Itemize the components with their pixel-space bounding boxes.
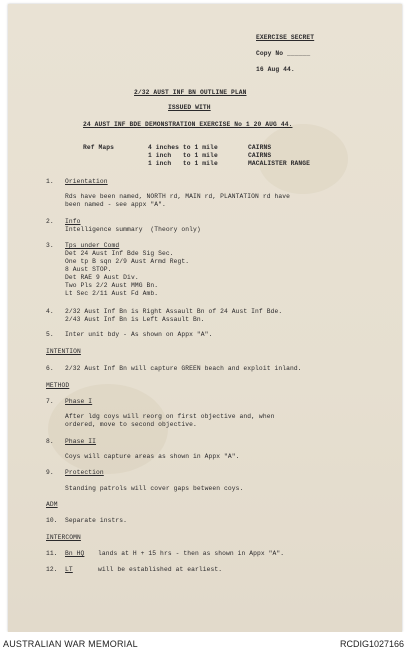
- info-text: Intelligence summary (Theory only): [65, 226, 201, 233]
- para-number: 4.: [46, 308, 54, 315]
- para-number: 10.: [46, 517, 58, 524]
- archive-footer: [0, 632, 408, 654]
- ref-map-name: CAIRNS: [248, 144, 272, 151]
- orientation-text: been named - see appx "A".: [65, 201, 166, 208]
- method-heading: METHOD: [46, 382, 70, 389]
- orientation-text: Rds have been named, NORTH rd, MAIN rd, PLANTATION rd have: [65, 193, 290, 200]
- ref-map-name: MACALISTER RANGE: [248, 160, 311, 167]
- info-heading: Info: [65, 218, 81, 225]
- tps-item: One tp B sqn 2/9 Aust Armd Regt.: [65, 258, 190, 265]
- tps-item: Lt Sec 2/11 Aust Fd Amb.: [65, 290, 159, 297]
- para-number: 3.: [46, 242, 54, 249]
- paper-stain: [258, 124, 348, 194]
- para-number: 5.: [46, 331, 54, 338]
- para-number: 6.: [46, 365, 54, 372]
- document-subtitle: ISSUED WITH: [168, 104, 211, 111]
- ref-map-name: CAIRNS: [248, 152, 272, 159]
- phase-two-heading: Phase II: [65, 438, 97, 445]
- para-text: will be established at earliest.: [98, 566, 223, 573]
- para-text: 2/32 Aust Inf Bn is Right Assault Bn of 24 Aust Inf Bde.: [65, 308, 283, 315]
- bn-hq-heading: Bn HQ: [65, 550, 85, 557]
- para-text: lands at H + 15 hrs - then as shown in Appx "A".: [98, 550, 285, 557]
- tps-item: 8 Aust STOP.: [65, 266, 112, 273]
- copy-number: Copy No ______: [256, 50, 311, 57]
- para-text: 2/32 Aust Inf Bn will capture GREEN beach and exploit inland.: [65, 365, 302, 372]
- tps-item: Det 24 Aust Inf Bde Sig Sec.: [65, 250, 174, 257]
- phase-one-heading: Phase I: [65, 398, 93, 405]
- para-number: 9.: [46, 469, 54, 476]
- ref-map-scale: 1 inch to 1 mile: [148, 152, 218, 159]
- archive-name: AUSTRALIAN WAR MEMORIAL: [3, 639, 138, 649]
- classification-marking: EXERCISE SECRET: [256, 34, 315, 41]
- exercise-title: 24 AUST INF BDE DEMONSTRATION EXERCISE No 1 20 AUG 44.: [83, 121, 293, 128]
- orientation-heading: Orientation: [65, 178, 108, 185]
- issue-date: 16 Aug 44.: [256, 66, 295, 73]
- document-title: 2/32 AUST INF BN OUTLINE PLAN: [134, 89, 247, 96]
- para-text: After ldg coys will reorg on first objective and, when: [65, 413, 275, 420]
- tps-item: Two Pls 2/2 Aust MMG Bn.: [65, 282, 159, 289]
- tps-heading: Tps under Comd: [65, 242, 120, 249]
- para-text: Separate instrs.: [65, 517, 128, 524]
- ref-maps-label: Ref Maps: [83, 144, 115, 151]
- para-text: ordered, move to second objective.: [65, 421, 197, 428]
- para-number: 11.: [46, 550, 58, 557]
- record-id: RCDIG1027166: [339, 639, 404, 649]
- para-number: 12.: [46, 566, 58, 573]
- lt-heading: LT: [65, 566, 73, 573]
- ref-map-scale: 1 inch to 1 mile: [148, 160, 218, 167]
- para-number: 2.: [46, 218, 54, 225]
- para-number: 7.: [46, 398, 54, 405]
- intercomn-heading: INTERCOMN: [46, 534, 81, 541]
- document-page: [8, 4, 402, 632]
- adm-heading: ADM: [46, 501, 58, 508]
- para-text: Coys will capture areas as shown in Appx "A".: [65, 453, 240, 460]
- para-number: 8.: [46, 438, 54, 445]
- intention-heading: INTENTION: [46, 348, 81, 355]
- para-text: Inter unit bdy - As shown on Appx "A".: [65, 331, 213, 338]
- protection-heading: Protection: [65, 469, 104, 476]
- tps-item: Det RAE 9 Aust Div.: [65, 274, 139, 281]
- para-text: Standing patrols will cover gaps between coys.: [65, 485, 244, 492]
- para-number: 1.: [46, 178, 54, 185]
- para-text: 2/43 Aust Inf Bn is Left Assault Bn.: [65, 316, 205, 323]
- ref-map-scale: 4 inches to 1 mile: [148, 144, 218, 151]
